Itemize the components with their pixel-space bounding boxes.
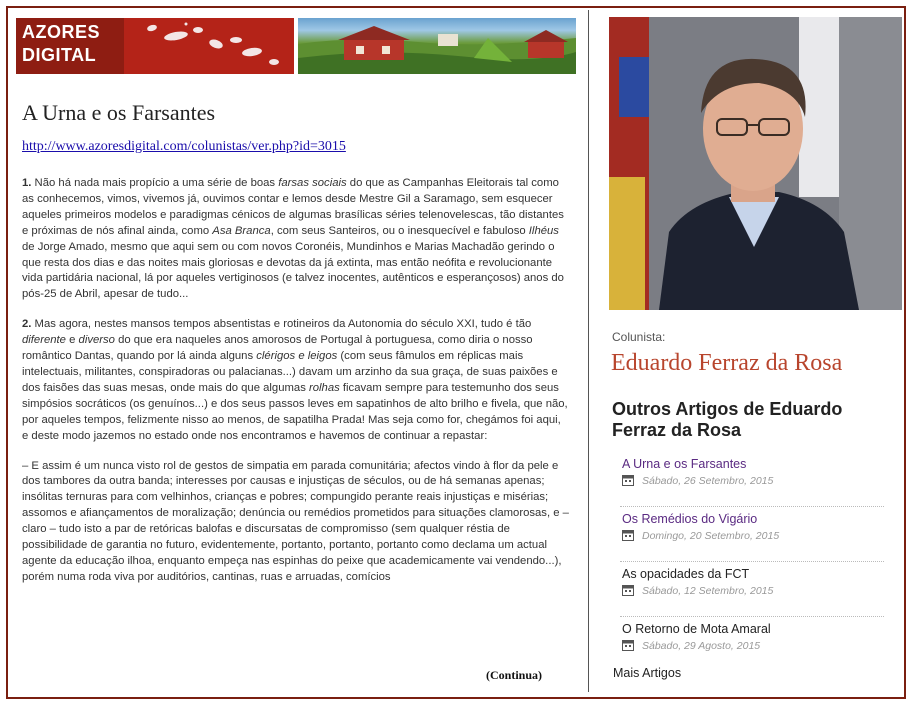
author-photo (609, 17, 902, 310)
author-name: Eduardo Ferraz da Rosa (611, 350, 843, 376)
calendar-icon (622, 639, 634, 651)
article-url-link[interactable]: http://www.azoresdigital.com/colunistas/ver.php?id=3015 (22, 139, 346, 154)
list-item[interactable] (620, 507, 884, 562)
other-articles-list (620, 452, 884, 672)
column-divider (588, 10, 589, 692)
paragraph-3: – E assim é um nunca visto rol de gestos de simpatia em parada comunitária; afectos vindo à flor da pele e dos tambores da outra banda; interesses por causas e injustiças de séculos, ou de há semanas apenas; insólitas ternuras para com velhinhos, crianças e pobres; compungido perante reais injustiças e misérias; assomos e afiançamentos de moralização; denúncia ou remédios prometidos para situações clamorosas, e – claro – tudo isto a par de retóricas balofas e discursatas de compromisso (sem qualquer réstia de possibilidade de garantia no futuro, evidentemente, portanto, portanto, portanto como declama um actual agente da educação ilhoa, enquanto empeça nas espinhas do peixe que academicamente vai vendendo...), porém numa roda viva por auditórios, cantinas, ruas e arruadas, comícios (22, 459, 569, 583)
paragraph-2: 2. Mas agora, nestes mansos tempos absentistas e rotineiros da Autonomia do século XXI, tudo é tão diferente e diverso do que era naqueles anos amorosos de Portugal à portuguesa, como diria o nosso romântico Dantas, quando por lá ainda alguns clérigos e leigos (com seus fâmulos em réplicas mais intelectuais, militantes, conspiradoras ou palacianas...) davam um arzinho da sua graça, de suas paixões e dos faisões das suas mesas, onde mais do que algumas rolhas ficavam sempre para testemunho dos seus simpósios socráticos (os genuínos...) e dos seus passos leves em sapatinhos de alto brilho e fivela, que não, por aqueles tempos, felizmente nisso ao menos, de sapatilha Prada! Mas seja como for, chegámos foi aqui, e deste modo jazemos no estado onde nos encontramos e havemos de continuar a repastar: (22, 318, 568, 442)
article-link[interactable]: O Retorno de Mota Amaral (622, 622, 771, 636)
landscape-photo (298, 18, 576, 74)
list-item[interactable] (620, 562, 884, 617)
calendar-icon (622, 584, 634, 596)
list-item[interactable] (620, 452, 884, 507)
logo-line1: AZORES (22, 22, 101, 42)
continua-label: (Continua) (486, 668, 543, 682)
article-date: Sábado, 29 Agosto, 2015 (642, 640, 761, 652)
list-item[interactable] (620, 617, 884, 672)
article-link[interactable]: As opacidades da FCT (622, 567, 750, 581)
site-logo[interactable] (16, 18, 124, 74)
site-banner[interactable] (16, 18, 576, 74)
article-date: Sábado, 12 Setembro, 2015 (642, 585, 774, 597)
article-link[interactable]: Os Remédios do Vigário (622, 512, 758, 526)
logo-line2: DIGITAL (22, 45, 97, 65)
calendar-icon (622, 474, 634, 486)
other-articles-heading: Outros Artigos de Eduardo Ferraz da Rosa (612, 399, 843, 440)
more-articles-link[interactable]: Mais Artigos (613, 666, 682, 680)
calendar-icon (622, 529, 634, 541)
columnist-label: Colunista: (612, 330, 666, 344)
article-title: A Urna e os Farsantes (22, 100, 216, 125)
article-link[interactable]: A Urna e os Farsantes (622, 457, 747, 471)
islands-map-image (124, 18, 294, 74)
article-date: Sábado, 26 Setembro, 2015 (642, 475, 774, 487)
article-body (22, 176, 570, 600)
paragraph-1: 1. Não há nada mais propício a uma série de boas farsas sociais do que as Campanhas Eleitorais tal como as conhecemos, vimos, vivemos já, ouvimos contar e lemos desde Mestre Gil a Saramago, sem esquecer aqueles primeiros modelos e paradigmas cénicos de algumas brasílicas séries telenovelescas, tão distantes e próximas de nós afinal ainda, como Asa Branca, com seus Santeiros, ou o inesquecível e fabuloso Ilhéus de Jorge Amado, mesmo que aqui sem ou com novos Coronéis, Mundinhos e Marias Machadão gerindo o que resta dos dias e das noites mais gloriosas e devotas da já extinta, mas então neófita e revolucionante vida partidária nacional, lá por aqueles vertiginosos (e talvez inocentes, autênticos e esperançosos) anos do pós-25 de Abril, apesar de tudo... (22, 177, 564, 301)
article-date: Domingo, 20 Setembro, 2015 (642, 530, 780, 542)
